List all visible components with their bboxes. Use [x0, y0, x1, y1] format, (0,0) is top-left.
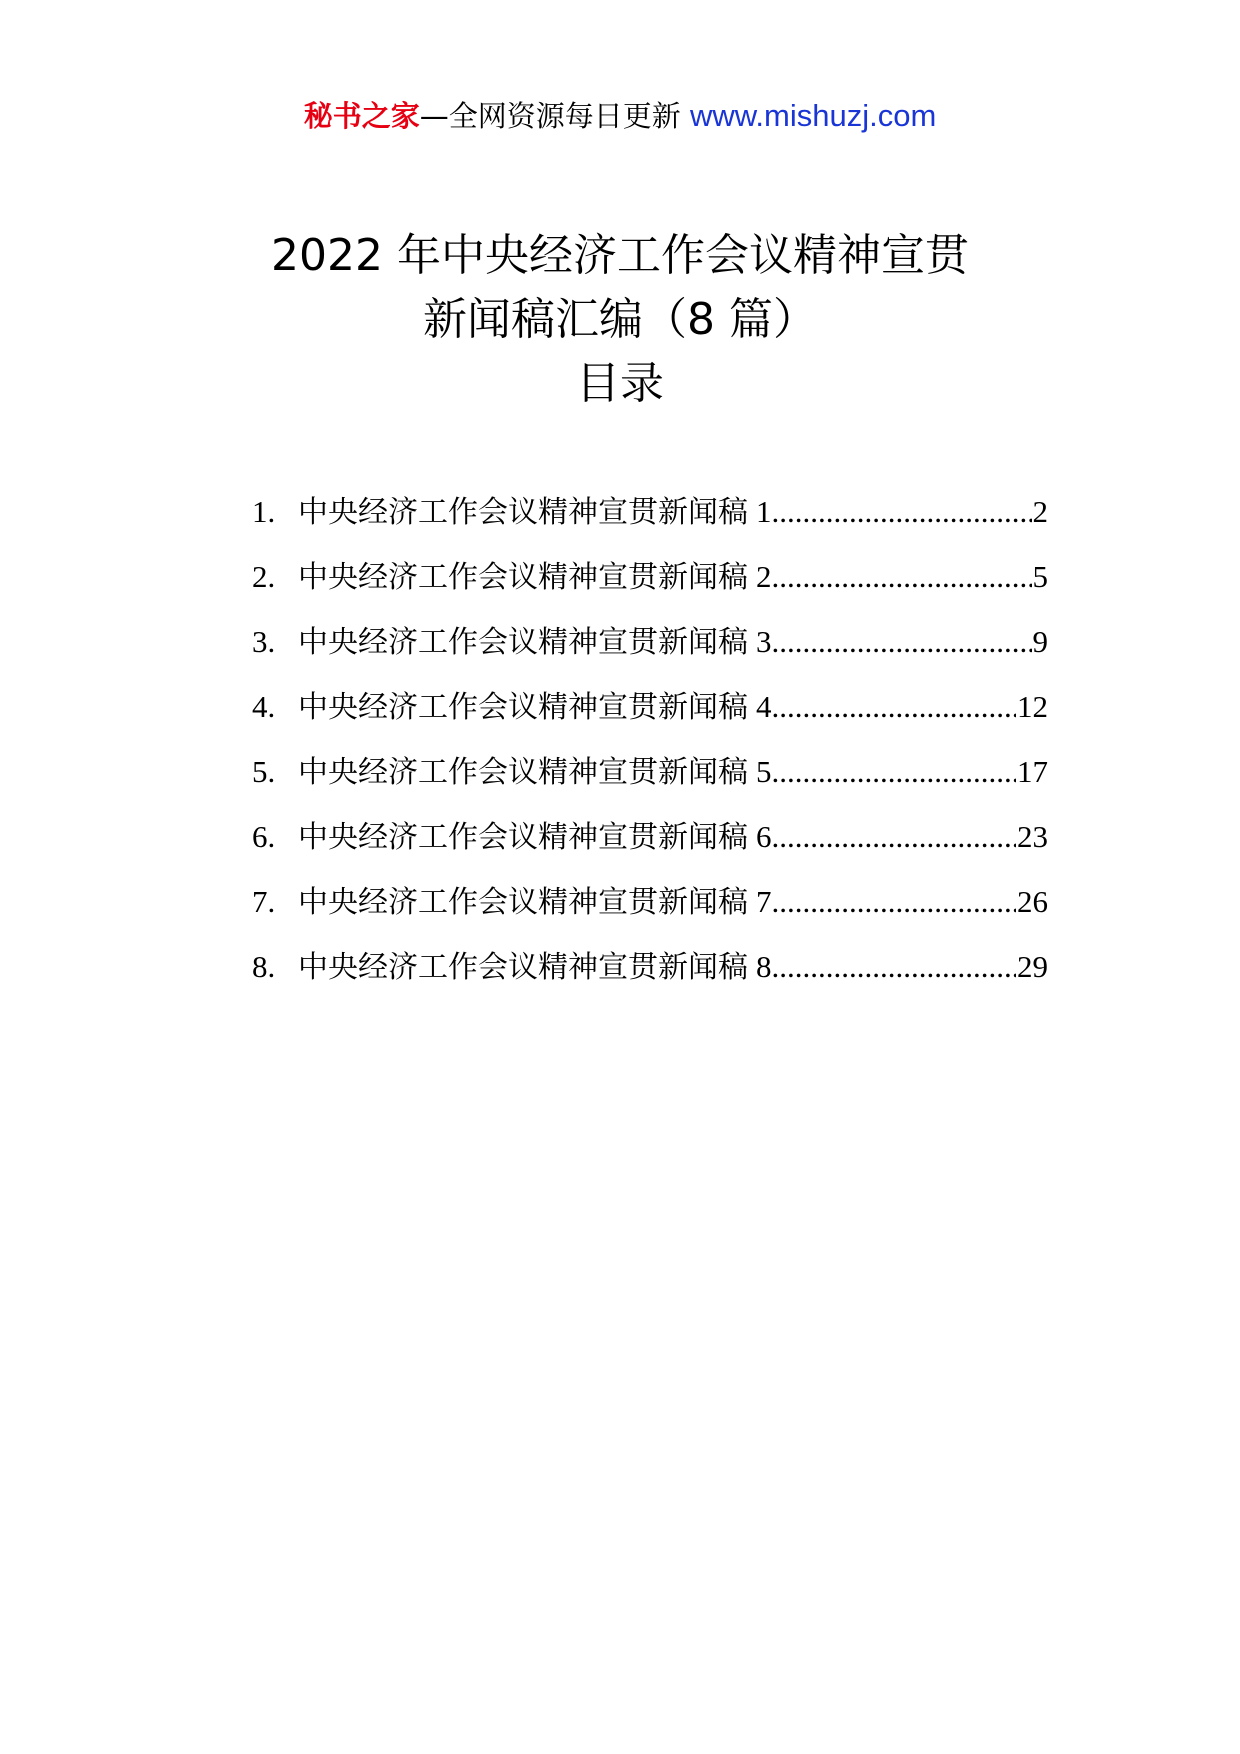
- toc-entry-page: 23: [1017, 819, 1048, 854]
- toc-dot-leader: [772, 945, 1017, 989]
- toc-entry[interactable]: [252, 945, 1048, 1010]
- toc-entry-number: 2.: [252, 559, 276, 594]
- toc-entry-page: 12: [1017, 689, 1048, 724]
- toc-entry-index: 6: [756, 819, 772, 854]
- toc-heading: 目录: [576, 358, 664, 409]
- toc-entry[interactable]: [252, 555, 1048, 620]
- toc-entry[interactable]: [252, 490, 1048, 555]
- toc-entry[interactable]: [252, 815, 1048, 880]
- toc-dot-leader: [772, 880, 1017, 924]
- toc-entry-page: 5: [1032, 559, 1048, 594]
- brand-name: 秘书之家: [303, 99, 420, 133]
- toc-entry-index: 5: [756, 754, 772, 789]
- toc-entry-page: 9: [1032, 624, 1048, 659]
- toc-entry[interactable]: [252, 750, 1048, 815]
- toc-entry-title: 中央经济工作会议精神宣贯新闻稿: [298, 690, 748, 725]
- toc-dot-leader: [772, 815, 1017, 859]
- toc-dot-leader: [772, 750, 1017, 794]
- toc-entry-number: 1.: [252, 494, 276, 529]
- toc-entry[interactable]: [252, 685, 1048, 750]
- toc-entry-page: 26: [1017, 884, 1048, 919]
- toc-entry-title: 中央经济工作会议精神宣贯新闻稿: [298, 755, 748, 790]
- toc-entry-title: 中央经济工作会议精神宣贯新闻稿: [298, 885, 748, 920]
- toc-entry-number: 8.: [252, 949, 276, 984]
- title-line-1: 2022 年中央经济工作会议精神宣贯: [271, 230, 969, 281]
- document-title: [0, 224, 1240, 352]
- toc-entry-page: 29: [1017, 949, 1048, 984]
- toc-dot-leader: [772, 490, 1032, 534]
- toc-entry-title: 中央经济工作会议精神宣贯新闻稿: [298, 950, 748, 985]
- toc-entry-title: 中央经济工作会议精神宣贯新闻稿: [298, 625, 748, 660]
- toc-entry-index: 3: [756, 624, 772, 659]
- toc-entry-index: 4: [756, 689, 772, 724]
- toc-entry[interactable]: [252, 620, 1048, 685]
- toc-entry-number: 4.: [252, 689, 276, 724]
- toc-entry-index: 1: [756, 494, 772, 529]
- site-url-link[interactable]: www.mishuzj.com: [689, 98, 937, 133]
- toc-entry-number: 7.: [252, 884, 276, 919]
- toc-entry-number: 6.: [252, 819, 276, 854]
- banner-tagline: —全网资源每日更新: [419, 99, 681, 133]
- toc-entry-number: 3.: [252, 624, 276, 659]
- title-line-2: 新闻稿汇编（8 篇）: [423, 294, 817, 345]
- toc-entry-title: 中央经济工作会议精神宣贯新闻稿: [298, 560, 748, 595]
- toc-entry-index: 7: [756, 884, 772, 919]
- toc-dot-leader: [772, 555, 1032, 599]
- toc-entry-index: 2: [756, 559, 772, 594]
- toc-entry-index: 8: [756, 949, 772, 984]
- toc-dot-leader: [772, 620, 1032, 664]
- toc-entry-page: 2: [1032, 494, 1048, 529]
- site-banner: [0, 96, 1240, 136]
- table-of-contents: [252, 490, 1048, 1010]
- toc-entry-title: 中央经济工作会议精神宣贯新闻稿: [298, 820, 748, 855]
- toc-dot-leader: [772, 685, 1017, 729]
- toc-entry-title: 中央经济工作会议精神宣贯新闻稿: [298, 495, 748, 530]
- toc-entry-page: 17: [1017, 754, 1048, 789]
- toc-entry-number: 5.: [252, 754, 276, 789]
- toc-entry[interactable]: [252, 880, 1048, 945]
